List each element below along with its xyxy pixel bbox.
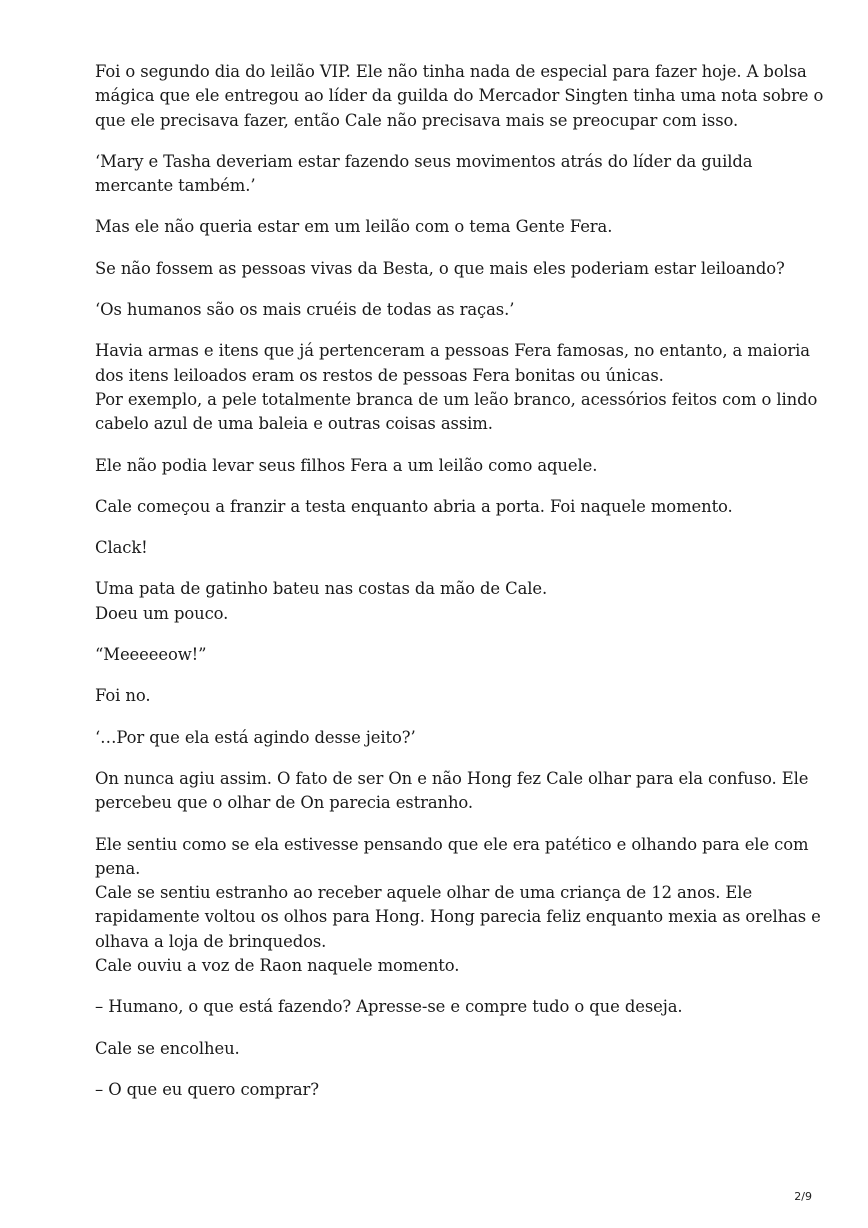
page-number: 2/9 bbox=[794, 1190, 812, 1203]
paragraph bbox=[95, 257, 785, 281]
paragraph bbox=[95, 215, 785, 239]
text-line: On nunca agiu assim. O fato de ser On e não Hong fez Cale olhar para ela confuso. Ele bbox=[95, 768, 809, 788]
document-body bbox=[95, 60, 824, 1119]
text-line: mercante também.’ bbox=[95, 176, 256, 196]
paragraph bbox=[95, 495, 785, 519]
text-line: – Humano, o que está fazendo? Apresse-se e compre tudo o que deseja. bbox=[95, 997, 683, 1017]
text-line: Cale se sentiu estranho ao receber aquele olhar de uma criança de 12 anos. Ele bbox=[95, 883, 753, 903]
text-line: Se não fossem as pessoas vivas da Besta, o que mais eles poderiam estar leiloando? bbox=[95, 258, 785, 278]
text-line: ‘Os humanos são os mais cruéis de todas as raças.’ bbox=[95, 300, 515, 320]
text-line: ‘Mary e Tasha deveriam estar fazendo seus movimentos atrás do líder da guilda bbox=[95, 151, 753, 171]
paragraph bbox=[95, 726, 785, 750]
paragraph bbox=[95, 536, 785, 560]
paragraph bbox=[95, 1037, 785, 1061]
text-line: Foi o segundo dia do leilão VIP. Ele não tinha nada de especial para fazer hoje. A bolsa bbox=[95, 62, 807, 81]
paragraph bbox=[95, 995, 785, 1019]
paragraph bbox=[95, 60, 824, 133]
text-line: dos itens leiloados eram os restos de pessoas Fera bonitas ou únicas. bbox=[95, 365, 664, 385]
paragraph bbox=[95, 767, 809, 816]
text-line: Uma pata de gatinho bateu nas costas da mão de Cale. bbox=[95, 579, 548, 599]
text-line: Cale se encolheu. bbox=[95, 1038, 240, 1058]
text-line: Mas ele não queria estar em um leilão com o tema Gente Fera. bbox=[95, 217, 613, 237]
text-line: Ele sentiu como se ela estivesse pensando que ele era patético e olhando para ele com bbox=[95, 834, 809, 854]
paragraph bbox=[95, 684, 785, 708]
paragraph bbox=[95, 298, 785, 322]
text-line: Doeu um pouco. bbox=[95, 603, 229, 623]
text-line: ‘…Por que ela está agindo desse jeito?’ bbox=[95, 727, 416, 747]
text-line: Cale começou a franzir a testa enquanto abria a porta. Foi naquele momento. bbox=[95, 496, 733, 516]
paragraph bbox=[95, 833, 821, 979]
text-line: Por exemplo, a pele totalmente branca de um leão branco, acessórios feitos com o lindo bbox=[95, 389, 818, 409]
text-line: – O que eu quero comprar? bbox=[95, 1079, 319, 1099]
text-line: Foi no. bbox=[95, 686, 151, 706]
paragraph bbox=[95, 643, 785, 667]
text-line: pena. bbox=[95, 858, 141, 878]
paragraph bbox=[95, 454, 785, 478]
text-line: rapidamente voltou os olhos para Hong. Hong parecia feliz enquanto mexia as orelhas e bbox=[95, 907, 821, 927]
text-line: Clack! bbox=[95, 538, 148, 558]
paragraph bbox=[95, 339, 818, 436]
text-line: que ele precisava fazer, então Cale não precisava mais se preocupar com isso. bbox=[95, 110, 739, 130]
text-line: olhava a loja de brinquedos. bbox=[95, 931, 327, 951]
text-line: Cale ouviu a voz de Raon naquele momento. bbox=[95, 956, 460, 976]
text-line: mágica que ele entregou ao líder da guilda do Mercador Singten tinha uma nota sobre o bbox=[95, 86, 824, 106]
text-line: “Meeeeeow!” bbox=[95, 645, 207, 665]
paragraph bbox=[95, 577, 785, 626]
text-line: percebeu que o olhar de On parecia estranho. bbox=[95, 793, 474, 813]
text-line: cabelo azul de uma baleia e outras coisas assim. bbox=[95, 414, 493, 434]
text-line: Ele não podia levar seus filhos Fera a um leilão como aquele. bbox=[95, 455, 598, 475]
paragraph bbox=[95, 1078, 785, 1102]
paragraph bbox=[95, 150, 785, 199]
text-line: Havia armas e itens que já pertenceram a pessoas Fera famosas, no entanto, a maioria bbox=[95, 341, 810, 361]
